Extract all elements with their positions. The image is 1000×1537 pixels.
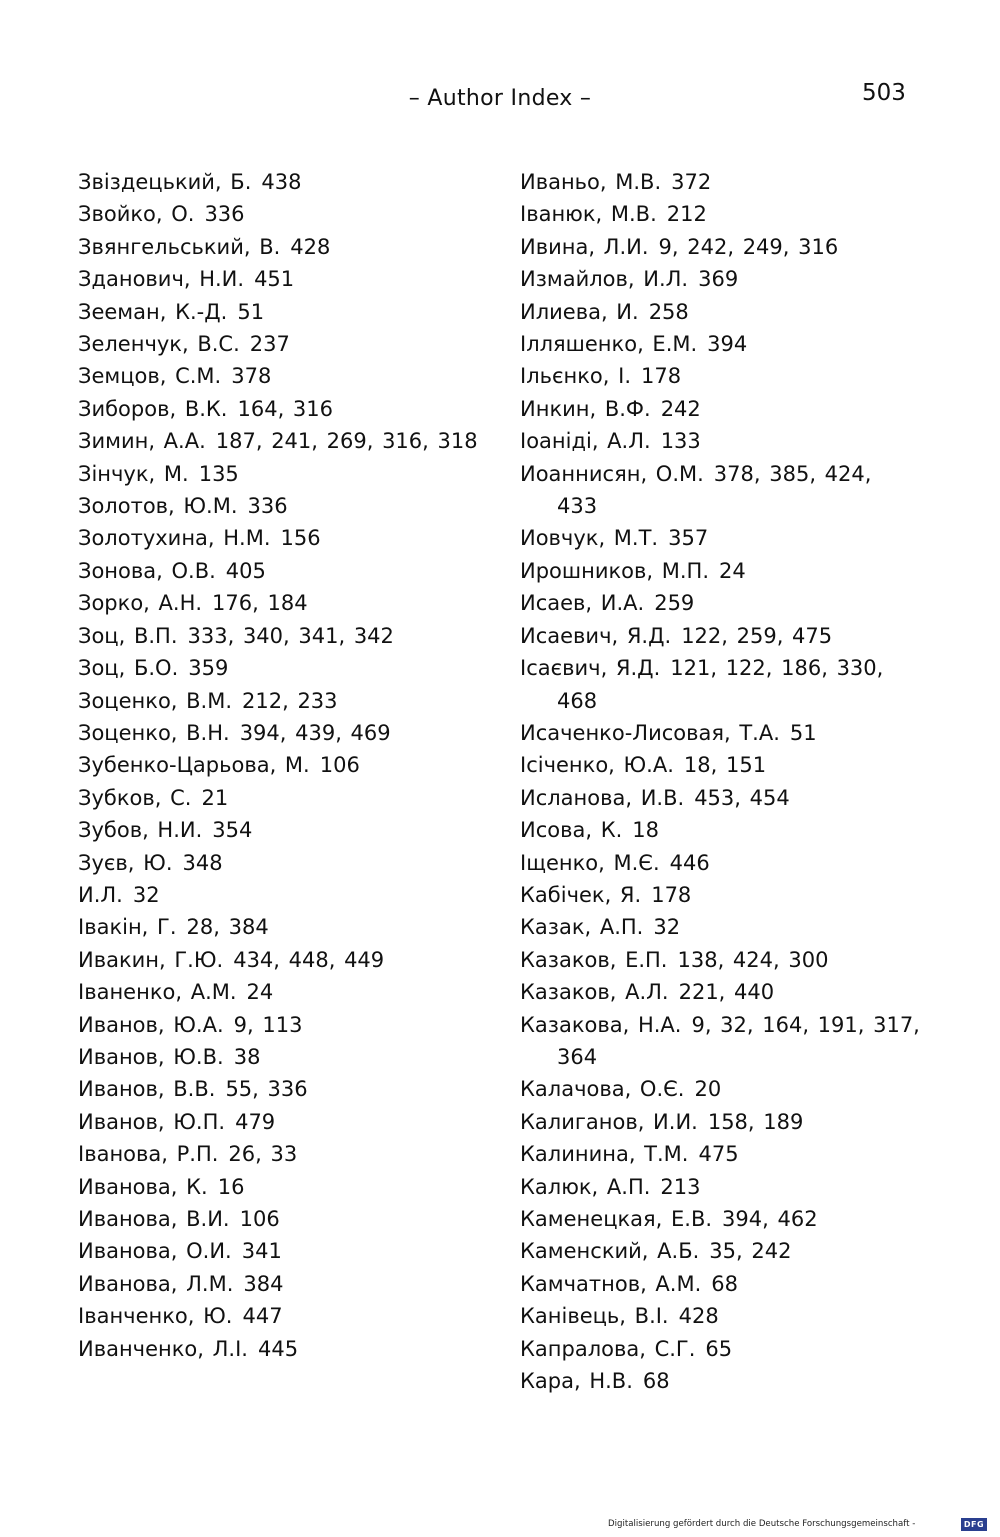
page-references: 394, 462 — [722, 1207, 818, 1231]
page-references: 133 — [660, 429, 701, 454]
author-name: Ільєнко, І. — [520, 364, 631, 389]
author-name: Ивакин, Г.Ю. — [78, 947, 224, 972]
page-references: 333, 340, 341, 342 — [187, 623, 394, 648]
index-entry — [78, 1333, 478, 1365]
author-name: Каменецкая, Е.В. — [520, 1207, 713, 1231]
index-entry — [520, 587, 920, 619]
index-entry — [78, 1041, 478, 1073]
page-references: 121, 122, 186, 330, 468 — [557, 656, 884, 713]
author-name: Ирошников, М.П. — [520, 558, 710, 583]
author-name: Илиева, И. — [520, 299, 639, 324]
author-name: Иваньо, М.В. — [520, 170, 662, 194]
author-name: Земцов, С.М. — [78, 364, 222, 389]
page-references: 24 — [719, 558, 746, 583]
page-references: 378, 385, 424, 433 — [557, 461, 872, 519]
page-references: 378 — [231, 364, 272, 389]
index-entry — [78, 1073, 478, 1105]
index-entry — [520, 1106, 920, 1138]
index-entry — [78, 393, 478, 425]
author-name: Іванюк, М.В. — [520, 202, 657, 227]
page-references: 68 — [711, 1271, 739, 1296]
page-references: 384 — [243, 1271, 284, 1296]
page-references: 178 — [651, 882, 692, 907]
index-entry — [520, 1235, 920, 1267]
author-name: Зоц, В.П. — [78, 623, 178, 648]
page-references: 9, 242, 249, 316 — [658, 234, 839, 259]
index-entry — [78, 555, 478, 587]
page-references: 336 — [247, 494, 288, 519]
index-entry — [520, 814, 920, 846]
author-name: Зиборов, В.К. — [78, 396, 228, 421]
author-name: Иванова, О.И. — [78, 1239, 232, 1264]
page-references: 106 — [239, 1207, 280, 1231]
page-references: 258 — [648, 299, 689, 324]
index-entry — [78, 911, 478, 943]
author-name: Звіздецький, Б. — [78, 170, 252, 194]
index-entry — [520, 522, 920, 554]
author-name: Зоценко, В.М. — [78, 688, 233, 713]
page-references: 341 — [241, 1239, 282, 1264]
page-references: 405 — [225, 558, 266, 583]
index-entry — [520, 620, 920, 652]
author-name: Казак, А.П. — [520, 915, 644, 940]
author-name: Іоаніді, А.Л. — [520, 429, 651, 454]
index-entry — [520, 879, 920, 911]
index-entry — [78, 944, 478, 976]
page-references: 68 — [642, 1369, 670, 1394]
page-references: 156 — [280, 526, 321, 551]
author-name: Калачова, О.Є. — [520, 1077, 685, 1102]
author-name: Исаев, И.А. — [520, 591, 645, 616]
index-entry — [520, 944, 920, 976]
author-name: Зуєв, Ю. — [78, 850, 173, 875]
author-name: Зимин, А.А. — [78, 429, 206, 454]
page-references: 221, 440 — [678, 980, 775, 1005]
index-entry — [520, 911, 920, 943]
index-entry — [78, 296, 478, 328]
index-entry — [520, 328, 920, 360]
page-references: 359 — [188, 656, 229, 681]
page-references: 18 — [632, 818, 660, 843]
page-references: 237 — [249, 332, 290, 357]
index-entry — [78, 1171, 478, 1203]
index-entry — [78, 847, 478, 879]
page-references: 187, 241, 269, 316, 318 — [215, 429, 478, 454]
author-name: Зінчук, М. — [78, 461, 189, 486]
author-name: Капралова, С.Г. — [520, 1336, 696, 1361]
page-references: 394, 439, 469 — [239, 720, 391, 745]
author-name: Иовчук, М.Т. — [520, 526, 659, 551]
author-name: Иванов, Ю.А. — [78, 1012, 224, 1037]
index-entry — [520, 1300, 920, 1332]
index-entry — [78, 749, 478, 781]
index-entry — [520, 1073, 920, 1105]
author-name: Казаков, А.Л. — [520, 980, 669, 1005]
page-references: 9, 32, 164, 191, 317, 364 — [557, 1012, 920, 1069]
index-entry — [78, 231, 478, 263]
page-references: 32 — [132, 882, 160, 907]
index-entry — [78, 1268, 478, 1300]
index-entry — [520, 847, 920, 879]
index-entry — [78, 685, 478, 717]
page-references: 354 — [212, 818, 253, 843]
index-entry — [78, 1203, 478, 1235]
page-references: 369 — [698, 267, 739, 292]
index-entry — [78, 1009, 478, 1041]
author-name: Казаков, Е.П. — [520, 947, 668, 972]
author-name: Инкин, В.Ф. — [520, 396, 651, 421]
page-references: 106 — [319, 753, 360, 778]
index-entry — [520, 458, 920, 523]
author-name: Зданович, Н.И. — [78, 267, 245, 292]
page-references: 65 — [705, 1336, 733, 1361]
author-name: Исаевич, Я.Д. — [520, 623, 672, 648]
author-name: Зоц, Б.О. — [78, 656, 179, 681]
author-name: Измайлов, И.Л. — [520, 267, 689, 292]
page-references: 212 — [666, 202, 707, 227]
index-entry — [78, 1235, 478, 1267]
author-name: Зеленчук, В.С. — [78, 332, 240, 357]
author-name: Исаченко-Лисовая, Т.А. — [520, 720, 780, 745]
author-name: Зееман, К.-Д. — [78, 299, 228, 324]
index-entry — [520, 263, 920, 295]
page-references: 428 — [678, 1304, 719, 1329]
page-references: 348 — [182, 850, 223, 875]
index-entry — [78, 652, 478, 684]
author-name: Золотов, Ю.М. — [78, 494, 238, 519]
author-name: Зубенко-Царьова, М. — [78, 753, 310, 778]
page-references: 453, 454 — [694, 785, 790, 810]
page-references: 51 — [237, 299, 265, 324]
page-references: 122, 259, 475 — [681, 623, 833, 648]
author-name: Ісіченко, Ю.А. — [520, 753, 674, 778]
author-name: Іванченко, Ю. — [78, 1304, 233, 1329]
page-references: 394 — [707, 332, 748, 357]
page-references: 438 — [261, 170, 302, 194]
author-name: Камчатнов, А.М. — [520, 1271, 702, 1296]
page-references: 21 — [201, 785, 229, 810]
page-references: 336 — [204, 202, 245, 227]
author-name: Каменский, А.Б. — [520, 1239, 700, 1264]
index-entry — [78, 587, 478, 619]
index-entry — [78, 263, 478, 295]
index-entry — [78, 328, 478, 360]
page-references: 372 — [671, 170, 712, 194]
page-references: 213 — [660, 1174, 701, 1199]
author-name: Зонова, О.В. — [78, 558, 216, 583]
page-references: 446 — [669, 850, 710, 875]
index-entry — [520, 749, 920, 781]
index-entry — [78, 198, 478, 230]
author-name: Звойко, О. — [78, 202, 195, 227]
index-entry — [520, 360, 920, 392]
index-entry — [520, 1268, 920, 1300]
index-entry — [520, 976, 920, 1008]
page-references: 242 — [660, 396, 701, 421]
author-name: Іщенко, М.Є. — [520, 850, 660, 875]
index-entry — [520, 198, 920, 230]
index-column-right — [520, 166, 920, 1397]
author-name: Иванов, Ю.П. — [78, 1109, 226, 1134]
author-name: И.Л. — [78, 882, 123, 907]
index-entry — [78, 1300, 478, 1332]
author-name: Зубов, Н.И. — [78, 818, 203, 843]
page-references: 55, 336 — [225, 1077, 308, 1102]
index-entry — [78, 522, 478, 554]
index-entry — [520, 782, 920, 814]
index-entry — [520, 393, 920, 425]
index-entry — [520, 555, 920, 587]
author-name: Иванова, В.И. — [78, 1207, 230, 1231]
index-entry — [78, 717, 478, 749]
author-name: Золотухина, Н.М. — [78, 526, 271, 551]
page-references: 259 — [654, 591, 695, 616]
author-name: Івакін, Г. — [78, 915, 177, 940]
author-name: Кара, Н.В. — [520, 1369, 633, 1394]
digitization-note: Digitalisierung gefördert durch die Deutsche Forschungsgemeinschaft - — [608, 1519, 916, 1529]
page-references: 28, 384 — [186, 915, 269, 940]
page-references: 158, 189 — [707, 1109, 804, 1134]
page-references: 18, 151 — [683, 753, 767, 778]
page-references: 445 — [257, 1336, 299, 1361]
index-entry — [78, 490, 478, 522]
index-entry — [520, 1009, 920, 1074]
author-name: Иванова, Л.М. — [78, 1271, 234, 1296]
author-name: Иванов, В.В. — [78, 1077, 216, 1102]
page-references: 428 — [290, 234, 331, 259]
page-references: 9, 113 — [233, 1012, 303, 1037]
page-references: 479 — [235, 1109, 276, 1134]
index-entry — [520, 717, 920, 749]
page-references: 32 — [653, 915, 681, 940]
page-references: 138, 424, 300 — [677, 947, 829, 972]
author-name: Іванова, Р.П. — [78, 1142, 219, 1167]
page-references: 26, 33 — [228, 1142, 298, 1167]
index-entry — [520, 425, 920, 457]
author-name: Калинина, Т.М. — [520, 1142, 689, 1167]
index-entry — [520, 1365, 920, 1397]
author-name: Зорко, А.Н. — [78, 591, 203, 616]
page-references: 357 — [668, 526, 709, 551]
index-entry — [520, 1333, 920, 1365]
index-entry — [520, 166, 920, 198]
index-entry — [520, 296, 920, 328]
index-entry — [78, 782, 478, 814]
page-references: 38 — [233, 1044, 261, 1069]
index-entry — [520, 1171, 920, 1203]
page-references: 176, 184 — [212, 591, 308, 616]
author-name: Ісаєвич, Я.Д. — [520, 656, 661, 681]
index-entry — [520, 652, 920, 717]
index-entry — [520, 231, 920, 263]
index-entry — [78, 1106, 478, 1138]
index-entry — [78, 360, 478, 392]
page-references: 434, 448, 449 — [233, 947, 385, 972]
page-references: 51 — [789, 720, 817, 745]
page-references: 35, 242 — [709, 1239, 792, 1264]
author-name: Исланова, И.В. — [520, 785, 685, 810]
page-references: 475 — [698, 1142, 739, 1167]
index-entry — [78, 458, 478, 490]
page-references: 16 — [217, 1174, 245, 1199]
author-name: Иоаннисян, О.М. — [520, 461, 704, 486]
author-name: Иванченко, Л.І. — [78, 1336, 248, 1361]
author-name: Исова, К. — [520, 818, 623, 843]
page-references: 447 — [242, 1304, 283, 1329]
page-references: 24 — [246, 980, 274, 1005]
page-header-title: – Author Index – — [408, 86, 592, 111]
author-name: Канівець, В.І. — [520, 1304, 669, 1329]
author-name: Звянгельський, В. — [78, 234, 281, 259]
author-name: Зубков, С. — [78, 785, 192, 810]
index-column-left — [78, 166, 478, 1365]
page-references: 135 — [198, 461, 239, 486]
author-name: Зоценко, В.Н. — [78, 720, 230, 745]
index-entry — [78, 425, 478, 457]
author-name: Калиганов, И.И. — [520, 1109, 698, 1134]
index-entry — [78, 879, 478, 911]
author-name: Казакова, Н.А. — [520, 1012, 682, 1037]
page-references: 212, 233 — [242, 688, 338, 713]
index-entry — [78, 166, 478, 198]
author-name: Ивина, Л.И. — [520, 234, 649, 259]
index-entry — [78, 620, 478, 652]
page-references: 164, 316 — [237, 396, 333, 421]
dfg-logo: DFG — [961, 1518, 987, 1531]
author-name: Ілляшенко, Е.М. — [520, 332, 698, 357]
page-number: 503 — [862, 80, 906, 106]
author-name: Иванов, Ю.В. — [78, 1044, 224, 1069]
index-entry — [520, 1203, 920, 1235]
index-entry — [520, 1138, 920, 1170]
page-references: 451 — [254, 267, 295, 292]
page-references: 20 — [694, 1077, 722, 1102]
index-entry — [78, 1138, 478, 1170]
author-name: Іваненко, А.М. — [78, 980, 237, 1005]
page-references: 178 — [641, 364, 682, 389]
author-name: Кабічек, Я. — [520, 882, 642, 907]
author-name: Калюк, А.П. — [520, 1174, 651, 1199]
author-name: Иванова, К. — [78, 1174, 208, 1199]
index-entry — [78, 814, 478, 846]
index-entry — [78, 976, 478, 1008]
